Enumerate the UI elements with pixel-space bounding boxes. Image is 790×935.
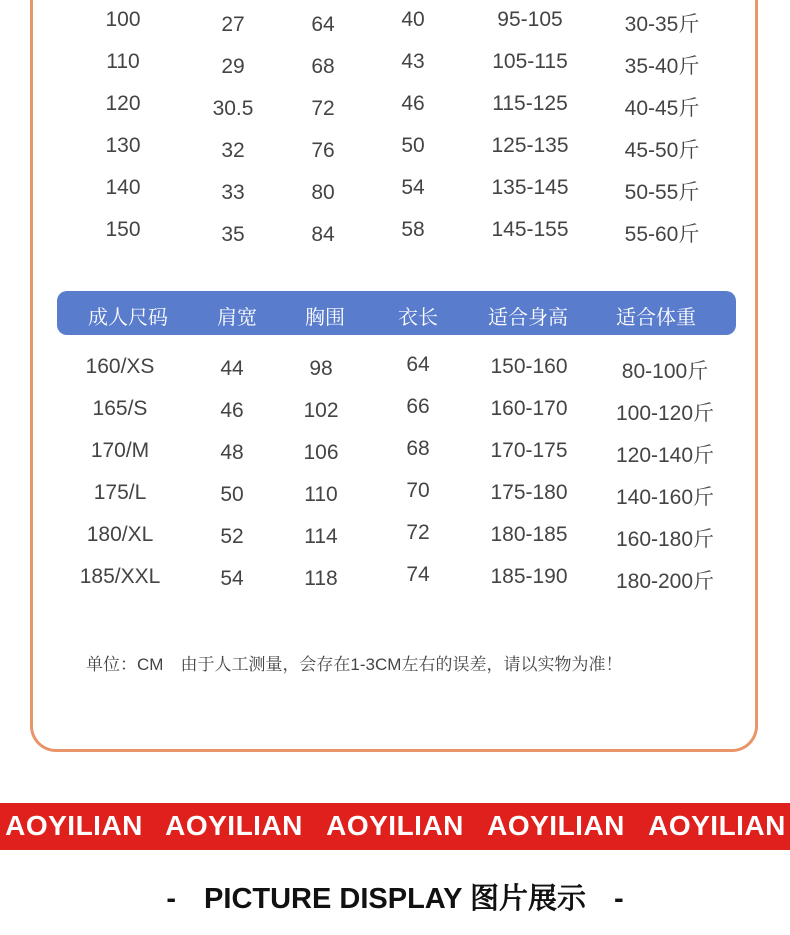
shoulder-cell: 46 [220,399,244,422]
height-cell: 170-175 [490,439,568,462]
height-cell: 160-170 [490,397,568,420]
header-length: 衣长 [398,307,438,329]
weight-cell: 30-35斤 [624,13,700,36]
title-dash-right: - [614,883,624,915]
size-cell: 175/L [93,481,147,504]
size-cell: 165/S [92,397,148,420]
weight-cell: 140-160斤 [615,486,715,509]
chest-cell: 106 [303,441,339,464]
length-cell: 54 [401,176,425,199]
size-cell: 130 [105,134,141,157]
length-cell: 70 [406,479,430,502]
length-cell: 43 [401,50,425,73]
title-dash-left: - [166,883,176,915]
brand-text: AOYILIAN [326,810,464,841]
shoulder-cell: 48 [220,441,244,464]
header-height: 适合身高 [488,307,568,329]
adult-size-table [0,355,790,607]
table-row [0,439,790,481]
height-cell: 125-135 [491,134,569,157]
chest-cell: 84 [311,223,335,246]
chest-cell: 64 [311,13,335,36]
length-cell: 50 [401,134,425,157]
size-cell: 120 [105,92,141,115]
measurement-note: 单位：CM 由于人工测量，会存在1-3CM左右的误差，请以实物为准！ [86,655,623,674]
weight-cell: 35-40斤 [624,55,700,78]
brand-text: AOYILIAN [648,810,786,841]
length-cell: 66 [406,395,430,418]
chest-cell: 72 [311,97,335,120]
shoulder-cell: 32 [221,139,245,162]
table-row [0,92,790,134]
table-row [0,176,790,218]
height-cell: 115-125 [492,92,568,115]
chest-cell: 68 [311,55,335,78]
header-weight: 适合体重 [616,307,696,329]
length-cell: 40 [401,8,425,31]
chest-cell: 114 [304,525,338,548]
height-cell: 185-190 [490,565,568,588]
shoulder-cell: 27 [221,13,245,36]
shoulder-cell: 44 [220,357,244,380]
length-cell: 72 [406,521,430,544]
table-row [0,218,790,260]
size-cell: 170/M [90,439,150,462]
weight-cell: 160-180斤 [615,528,715,551]
chest-cell: 102 [303,399,339,422]
length-cell: 74 [406,563,430,586]
header-size: 成人尺码 [88,307,168,329]
height-cell: 145-155 [491,218,569,241]
height-cell: 175-180 [490,481,568,504]
kids-size-table [0,8,790,260]
brand-text: AOYILIAN [5,810,143,841]
length-cell: 64 [406,353,430,376]
brand-banner [0,803,790,850]
size-cell: 160/XS [85,355,155,378]
shoulder-cell: 54 [220,567,244,590]
shoulder-cell: 30.5 [212,97,254,120]
weight-cell: 80-100斤 [621,360,709,383]
table-row [0,481,790,523]
shoulder-cell: 33 [221,181,245,204]
table-row [0,8,790,50]
size-cell: 180/XL [86,523,154,546]
table-row [0,523,790,565]
weight-cell: 50-55斤 [624,181,700,204]
brand-text: AOYILIAN [487,810,625,841]
shoulder-cell: 52 [220,525,244,548]
adult-table-header [57,291,736,335]
height-cell: 135-145 [491,176,569,199]
chest-cell: 98 [309,357,333,380]
weight-cell: 45-50斤 [624,139,700,162]
shoulder-cell: 35 [221,223,245,246]
weight-cell: 120-140斤 [615,444,715,467]
table-row [0,50,790,92]
header-shoulder: 肩宽 [217,307,257,329]
size-cell: 140 [105,176,141,199]
chest-cell: 110 [304,483,338,506]
length-cell: 68 [406,437,430,460]
length-cell: 46 [401,92,425,115]
size-cell: 110 [106,50,140,73]
size-cell: 185/XXL [79,565,161,588]
weight-cell: 40-45斤 [624,97,700,120]
chest-cell: 80 [311,181,335,204]
title-text: PICTURE DISPLAY 图片展示 [204,883,586,915]
height-cell: 105-115 [492,50,568,73]
chest-cell: 118 [304,567,338,590]
picture-display-title [0,876,790,917]
height-cell: 150-160 [490,355,568,378]
weight-cell: 55-60斤 [624,223,700,246]
table-row [0,355,790,397]
weight-cell: 180-200斤 [615,570,715,593]
height-cell: 95-105 [497,8,563,31]
length-cell: 58 [401,218,425,241]
table-row [0,565,790,607]
shoulder-cell: 29 [221,55,245,78]
header-chest: 胸围 [305,307,345,329]
table-row [0,397,790,439]
shoulder-cell: 50 [220,483,244,506]
size-cell: 100 [105,8,141,31]
brand-text: AOYILIAN [165,810,303,841]
table-row [0,134,790,176]
weight-cell: 100-120斤 [615,402,715,425]
size-cell: 150 [105,218,141,241]
chest-cell: 76 [311,139,335,162]
height-cell: 180-185 [490,523,568,546]
